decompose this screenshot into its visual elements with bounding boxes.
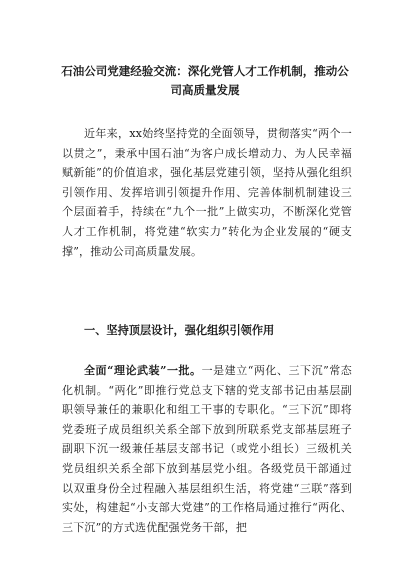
section-1-paragraph — [62, 361, 352, 537]
section-heading-1: 一、坚持顶层设计，强化组织引领作用 — [84, 323, 275, 337]
section-1-body-text: 一是建立“两化、三下沉”常态化机制。“两化”即推行党总支下辖的党支部书记由基层副职领导兼任的兼职化和组工干事的专职化。“三下沉”即将党委班子成员组织关系全部下放到所联系党支部基层班子副职下沉一级兼任基层支部书记（或党小组长）三级机关党员组织关系全部下放到基层党小组。各级党员干部通过以双重身份全过程融入基层组织生活，将党建“三联”落到实处，构建起“小支部大党建”的工作格局通过推行“两化、三下沉”的方式选优配强党务干部，把 — [62, 364, 353, 534]
section-1-lead-text: 全面“理论武装”一批。 — [84, 364, 202, 377]
document-title-line-1: 石油公司党建经验交流：深化党管人才工作机制，推动公 — [61, 64, 349, 78]
intro-paragraph: 近年来，xx始终坚持党的全面领导，贯彻落实“两个一以贯之”，秉承中国石油“为客户成长增动力、为人民幸福赋新能”的价值追求，强化基层党建引领，坚持从强化组织引领作用、发挥培训引领提升作用、完善体制机制建设三个层面着手，持续在“九个一批”上做实功，不断深化党管人才工作机制，将党建“软实力”转化为企业发展的“硬支撑”，推动公司高质量发展。 — [62, 127, 352, 258]
document-title-line-2: 司高质量发展 — [170, 83, 240, 97]
